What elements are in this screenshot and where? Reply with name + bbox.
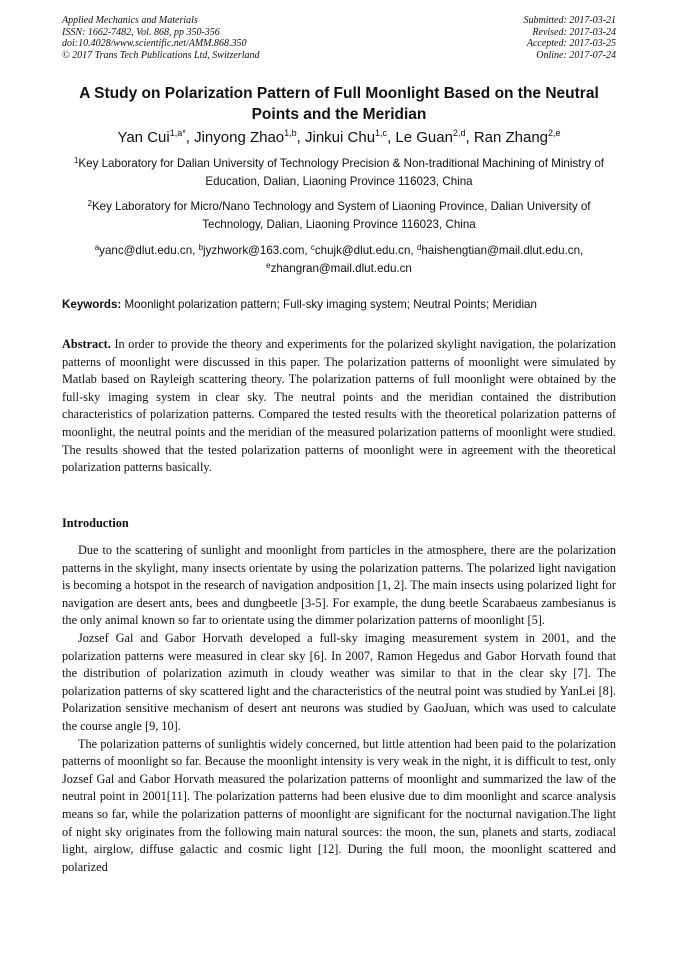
submission-dates: [524, 15, 617, 61]
email-mark: a: [94, 243, 100, 252]
date-accepted: Accepted: 2017-03-25: [526, 38, 616, 49]
author-name: Jinkui Chu: [305, 129, 376, 146]
journal-issn: ISSN: 1662-7482, Vol. 868, pp 350-356: [62, 26, 220, 38]
paragraph: The polarization patterns of sunlightis widely concerned, but little attention had been paid to the polarization patterns of moonlight so far. Because the moonlight intensity is very weak in the night, it is difficult to test, only Jozsef Gal and Gabor Horvath measured the polarization patterns of moonlight and summarized the law of the neutral point in 2001[11]. The polarization patterns had been elusive due to dim moonlight and scarce analysis means so far, while the polarization patterns of moonlight are significant for the nocturnal navigation.The light of night sky originates from the following main natural sources: the moon, the sun, planets and starts, zodiacal light, airglow, diffuse galactic and cosmic light [12]. During the full moon, the moonlight scattered and polarized: [62, 736, 616, 874]
email-link[interactable]: haishengtian@mail.dlut.edu.cn: [421, 244, 581, 257]
author-name: Jinyong Zhao: [194, 129, 285, 146]
author-affil-mark: 2,d: [452, 128, 466, 138]
email-link[interactable]: jyzhwork@163.com: [203, 244, 305, 257]
author-affil-mark: 1,a*: [169, 128, 186, 138]
email-link[interactable]: yanc@dlut.edu.cn: [99, 244, 193, 257]
section-heading-introduction: Introduction: [62, 516, 129, 530]
keywords-label: Keywords:: [62, 298, 122, 311]
abstract: [62, 336, 616, 477]
author-affil-mark: 1,b: [284, 128, 297, 138]
date-submitted: Submitted: 2017-03-21: [523, 15, 616, 26]
journal-name: Applied Mechanics and Materials: [62, 15, 198, 26]
journal-copyright: © 2017 Trans Tech Publications Ltd, Switzerland: [62, 49, 260, 61]
keywords-text: Moonlight polarization pattern; Full-sky imaging system; Neutral Points; Meridian: [124, 298, 537, 311]
email-mark: b: [198, 243, 204, 252]
journal-info: [62, 15, 260, 61]
email-link[interactable]: zhangran@mail.dlut.edu.cn: [270, 262, 412, 275]
date-revised: Revised: 2017-03-24: [532, 26, 616, 38]
author-list: Yan Cui$^{1,a*}$, Jinyong Zhao$^{1,b}$, Jinkui Chu$^{1,c}$, Le Guan$^{2,d}$, Ran Zhang$^{2,e}$: [117, 128, 561, 146]
keywords: [62, 297, 616, 313]
author-emails: $^a$yanc@dlut.edu.cn, $^b$jyzhwork@163.com, $^c$chujk@dlut.edu.cn, $^d$haishengtian@mail.dlut.edu.cn, $^e$zhangran@mail.dlut.edu.cn: [94, 243, 584, 275]
journal-header: [62, 15, 616, 61]
author-name: Le Guan: [395, 129, 453, 146]
abstract-label: Abstract.: [62, 337, 111, 351]
affiliation-2: [62, 198, 616, 234]
paragraph: Due to the scattering of sunlight and moonlight from particles in the atmosphere, there are the polarization patterns in the skylight, many insects orientate by using the polarization patterns. The polarized light navigation is becoming a hotspot in the research of navigation andposition [1, 2]. The main insects using polarized light for navigation are desert ants, bees and dungbeetle [3-5]. For example, the dung beetle Scarabaeus zambesianus is the only animal known so far to orientate using the dimmer polarization patterns of moonlight [5].: [62, 543, 616, 628]
introduction-body: [62, 542, 616, 876]
author-name: Ran Zhang: [473, 129, 549, 146]
paragraph: Jozsef Gal and Gabor Horvath developed a full-sky imaging measurement system in 2001, and the polarization patterns were measured in clear sky [6]. In 2007, Ramon Hegedus and Gabor Horvath found that the distribution of polarization azimuth in cloudy weather was similar to that in the clear sky [7]. The polarization patterns of sky scattered light and the characteristics of the neutral point was studied by YanLei [8]. Polarization sensitive mechanism of desert ant neurons was studied by GaoJuan, which was used to calculate the course angle [9, 10].: [62, 630, 616, 733]
email-mark: d: [416, 243, 422, 252]
journal-doi: doi:10.4028/www.scientific.net/AMM.868.350: [62, 38, 247, 49]
author-affil-mark: 1,c: [375, 128, 388, 138]
abstract-text: In order to provide the theory and experiments for the polarized skylight navigation, the polarization patterns of moonlight were discussed in this paper. The polarization patterns of moonlight were simulated by Matlab based on Rayleigh scattering theory. The polarization patterns of full moonlight were obtained by the full-sky imaging system in clear sky. The neutral points and the meridian contained the distribution characteristics of polarization patterns. Compared the tested results with the theoretical polarization patterns of moonlight, the neutral points and the meridian of the measured polarization patterns of moonlight were studied. The results showed that the tested polarization patterns of moonlight were in agreement with the theoretical polarization patterns basically.: [62, 337, 616, 475]
affiliation-mark: 1: [73, 156, 79, 165]
email-link[interactable]: chujk@dlut.edu.cn: [314, 244, 411, 257]
affiliation-text: Key Laboratory for Micro/Nano Technology and System of Liaoning Province, Dalian University of Technology, Dalian, Liaoning Province 116023, China: [91, 200, 591, 231]
affiliation-mark: 2: [87, 199, 92, 208]
affiliation-text: Key Laboratory for Dalian University of Technology Precision & Non-traditional Machining of Ministry of Education, Dalian, Liaoning Province 116023, China: [78, 157, 605, 188]
affiliation-1: [62, 155, 616, 191]
author-name: Yan Cui: [117, 129, 170, 146]
email-mark: c: [310, 243, 315, 252]
author-affil-mark: 2,e: [548, 128, 561, 138]
date-online: Online: 2017-07-24: [536, 49, 616, 61]
paper-title: A Study on Polarization Pattern of Full Moonlight Based on the Neutral Points and the Meridian: [79, 85, 599, 123]
email-mark: e: [266, 261, 271, 270]
